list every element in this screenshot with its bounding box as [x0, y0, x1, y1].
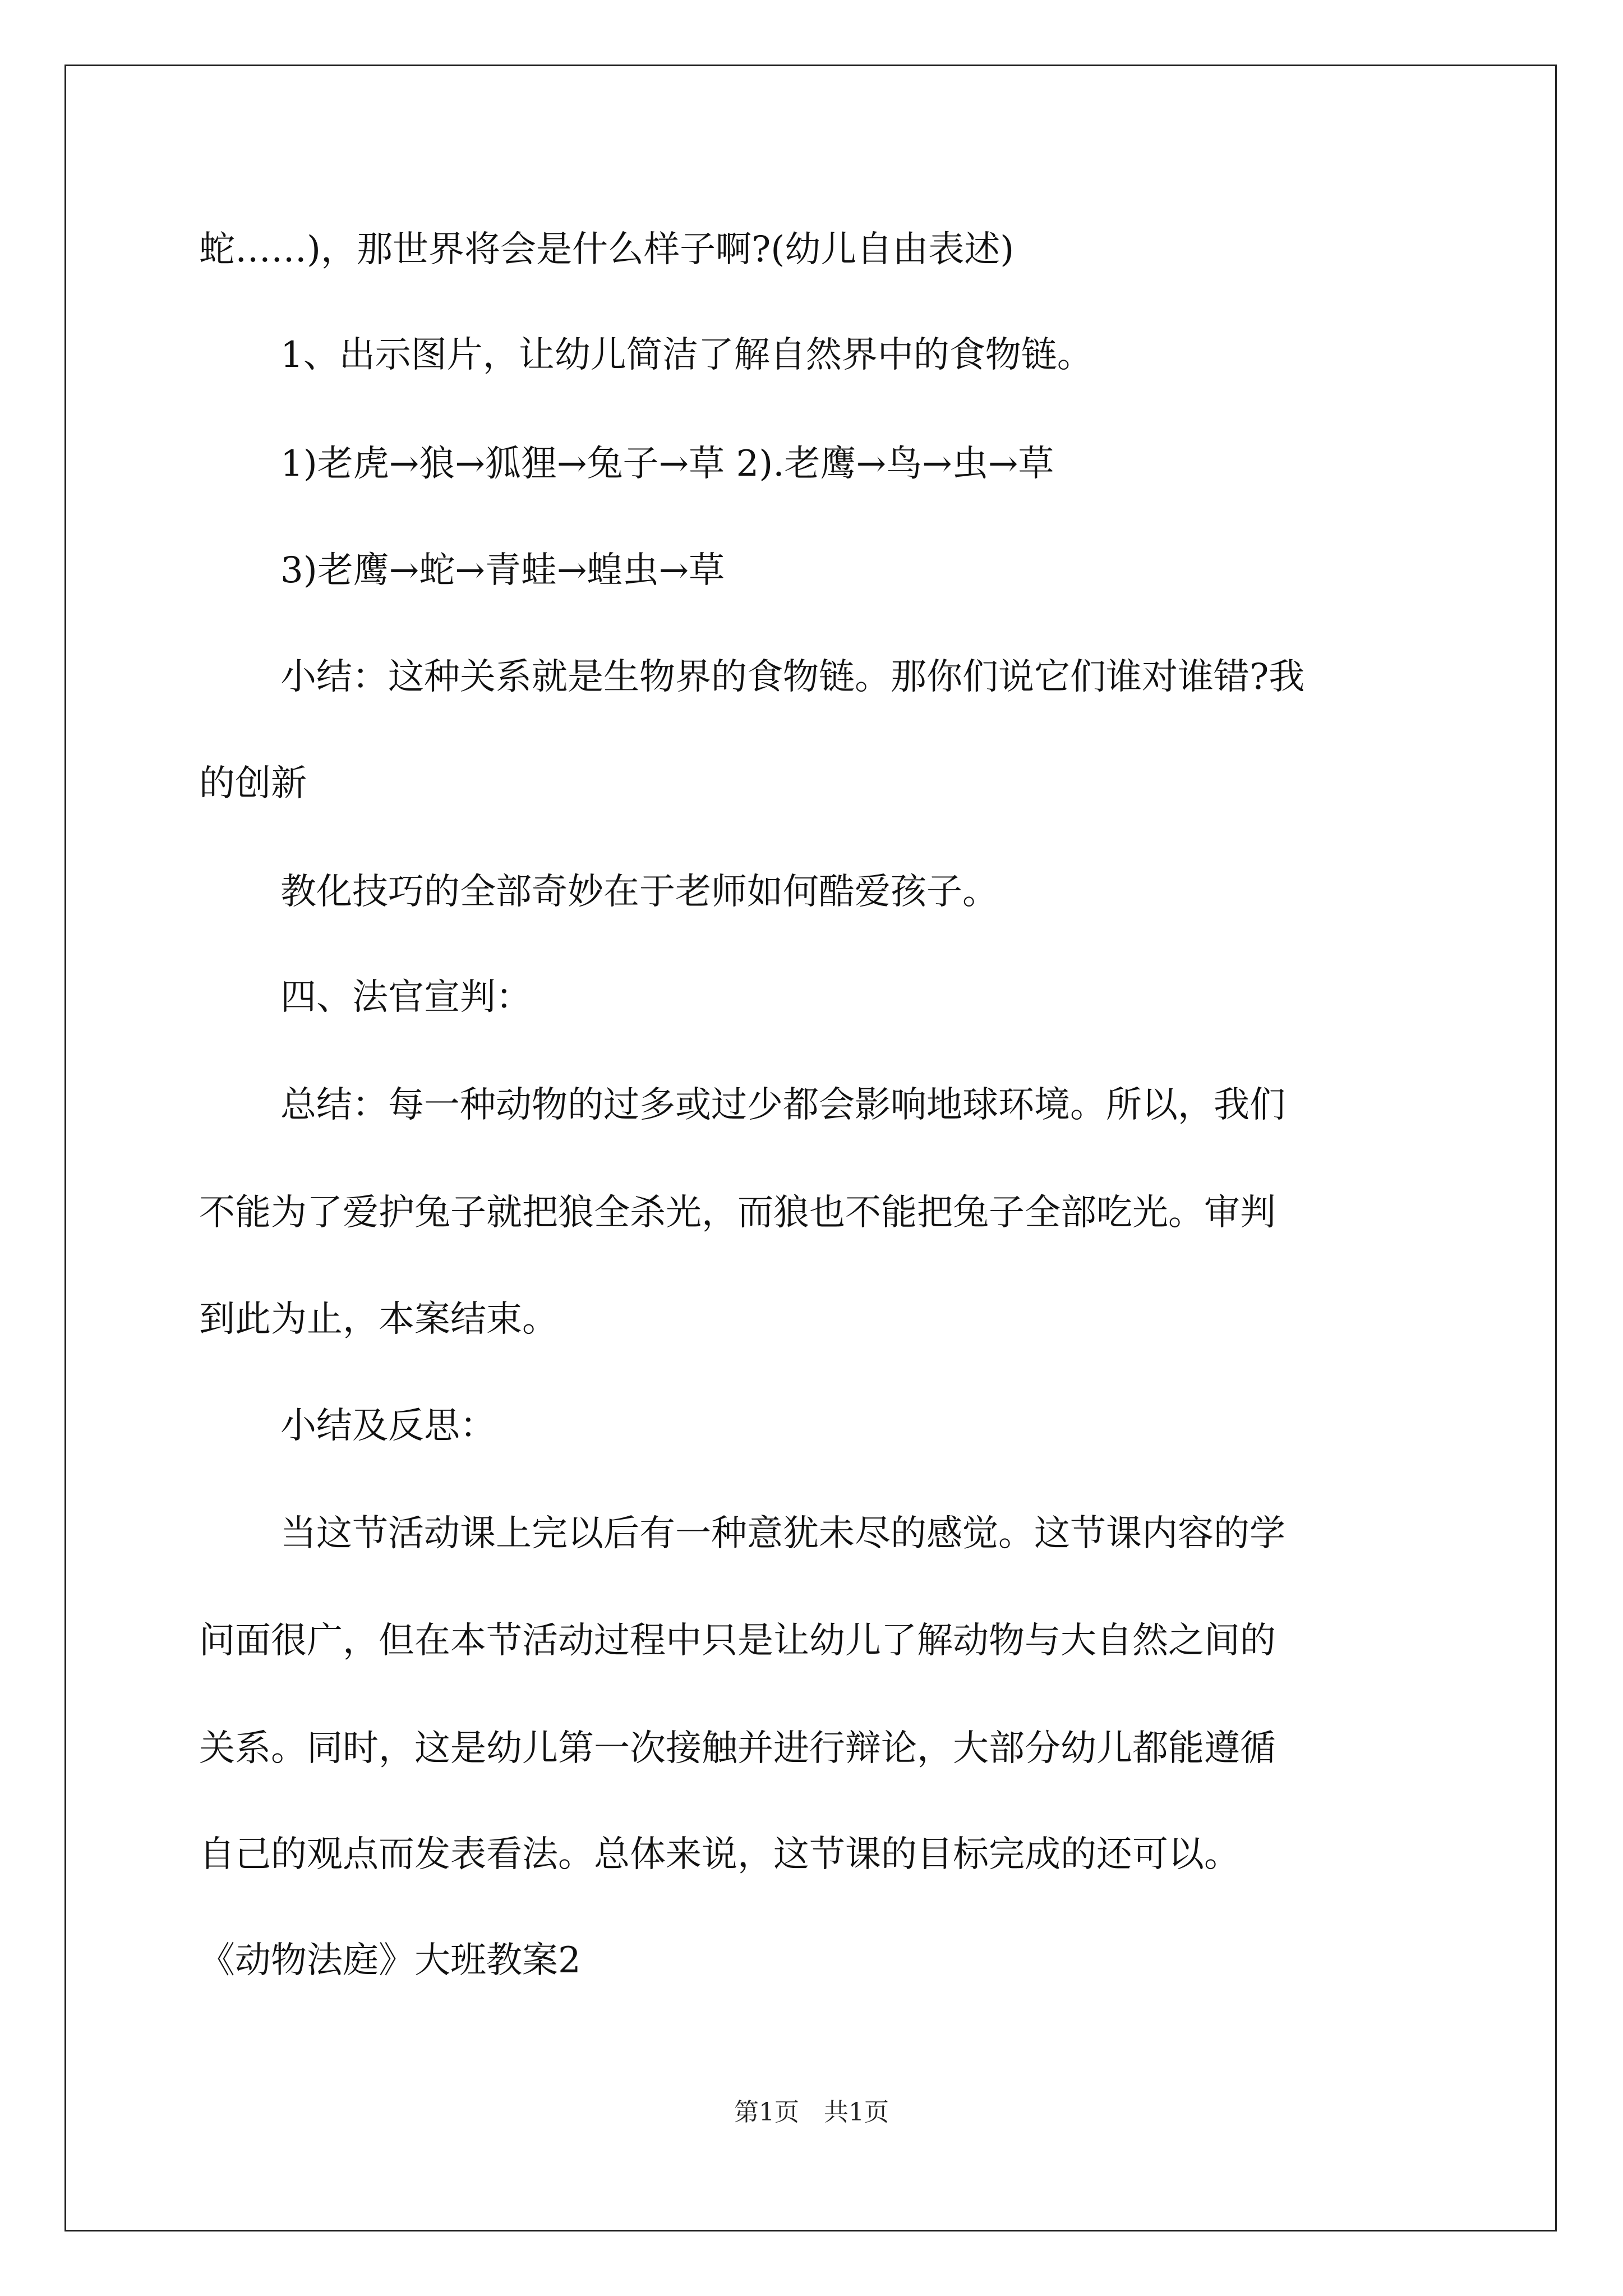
text-line: 小结及反思： — [280, 1405, 496, 1447]
text-line: 关系。同时，这是幼儿第一次接触并进行辩论，大部分幼儿都能遵循 — [199, 1728, 1276, 1769]
page-footer: 第1页 共1页 — [734, 2098, 889, 2127]
text-line: 教化技巧的全部奇妙在于老师如何酷爱孩子。 — [280, 871, 998, 913]
text-line: 当这节活动课上完以后有一种意犹未尽的感觉。这节课内容的学 — [280, 1513, 1285, 1554]
text-line: 1、出示图片，让幼儿简洁了解自然界中的食物链。 — [280, 334, 1093, 376]
text-line: 不能为了爱护兔子就把狼全杀光，而狼也不能把兔子全部吃光。审判 — [199, 1192, 1276, 1234]
text-line: 1)老虎→狼→狐狸→兔子→草 2).老鹰→鸟→虫→草 — [280, 443, 1054, 485]
text-line: 四、法官宣判： — [280, 977, 532, 1018]
text-line: 蛇……)，那世界将会是什么样子啊?(幼儿自由表述) — [199, 229, 1015, 270]
text-line: 总结：每一种动物的过多或过少都会影响地球环境。所以，我们 — [280, 1084, 1285, 1126]
text-line: 到此为止，本案结束。 — [199, 1299, 558, 1340]
text-line: 自己的观点而发表看法。总体来说，这节课的目标完成的还可以。 — [199, 1834, 1240, 1875]
text-line: 问面很广，但在本节活动过程中只是让幼儿了解动物与大自然之间的 — [199, 1620, 1276, 1662]
text-line: 的创新 — [199, 763, 307, 804]
text-line: 3)老鹰→蛇→青蛙→蝗虫→草 — [280, 550, 725, 591]
section-heading: 《动物法庭》大班教案2 — [199, 1940, 581, 1981]
text-line: 小结：这种关系就是生物界的食物链。那你们说它们谁对谁错?我 — [280, 656, 1305, 698]
page-border — [64, 65, 1557, 2231]
